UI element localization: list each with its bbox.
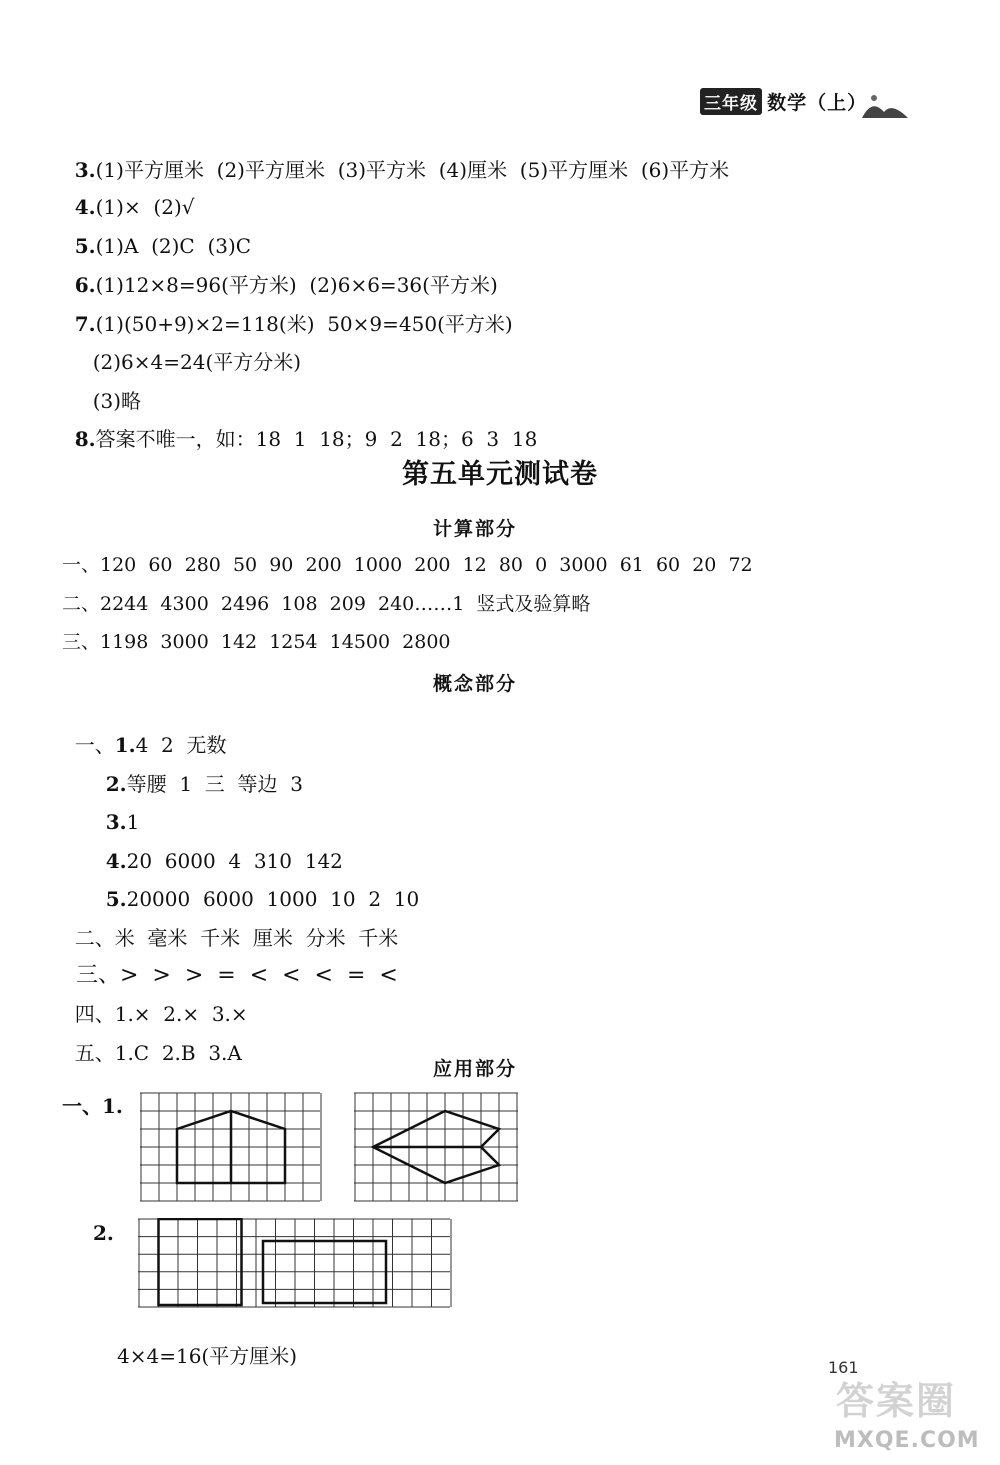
concept-line-3: 3.1 [105,810,140,834]
answer-line-4: 4.(1)× (2)√ [74,195,195,219]
apply-q2-label: 2. [93,1221,114,1245]
concept-line-2: 2.等腰 1 三 等边 3 [105,772,303,796]
concept-line-1: 一、1.4 2 无数 [74,733,227,757]
header-subject: 数学（上） [767,92,868,114]
concept-line-6: 二、米 毫米 千米 厘米 分米 千米 [74,926,399,950]
apply-q1-label: 一、1. [62,1094,123,1118]
calc-line-1: 一、120 60 280 50 90 200 1000 200 12 80 0 3000 61 60 20 72 [62,554,753,576]
calc-line-2: 二、2244 4300 2496 108 209 240……1 竖式及验算略 [62,593,591,615]
watermark-cn: 答案圈 [836,1379,957,1423]
page-title: 第五单元测试卷 [402,459,598,490]
header-decoration-icon [860,92,910,122]
answer-line-8: 8.答案不唯一，如：18 1 18；9 2 18；6 3 18 [74,427,538,451]
answer-line-7-2: (2)6×4=24(平方分米) [92,350,302,374]
watermark [828,1370,998,1465]
header-grade: 三年级 [700,88,762,115]
grid-figure-arrow-shape [354,1092,520,1204]
watermark-en: MXQE.COM [834,1428,980,1453]
apply-formula: 4×4=16(平方厘米) [117,1344,298,1368]
section-apply-heading: 应用部分 [432,1058,517,1080]
answer-line-5: 5.(1)A (2)C (3)C [74,234,252,258]
grid-figure-pentagon [140,1092,322,1204]
section-calc-heading: 计算部分 [432,518,517,540]
page-number: 161 [828,1358,859,1377]
answer-line-7-3: (3)略 [92,389,142,413]
answer-line-3: 3.(1)平方厘米 (2)平方厘米 (3)平方米 (4)厘米 (5)平方厘米 (6)平方米 [74,158,730,182]
answer-line-6: 6.(1)12×8=96(平方米) (2)6×6=36(平方米) [74,273,498,297]
concept-line-4: 4.20 6000 4 310 142 [105,849,343,873]
calc-line-3: 三、1198 3000 142 1254 14500 2800 [62,631,451,653]
concept-line-9: 五、1.C 2.B 3.A [74,1041,242,1065]
grid-figure-squares [138,1218,452,1308]
concept-line-5: 5.20000 6000 1000 10 2 10 [105,887,420,911]
answer-line-7: 7.(1)(50+9)×2=118(米) 50×9=450(平方米) [74,312,513,336]
section-concept-heading: 概念部分 [432,673,517,695]
concept-line-7: 三、> > > = < < < = < [76,963,398,988]
concept-line-8: 四、1.× 2.× 3.× [74,1002,248,1026]
page-header [700,88,900,126]
